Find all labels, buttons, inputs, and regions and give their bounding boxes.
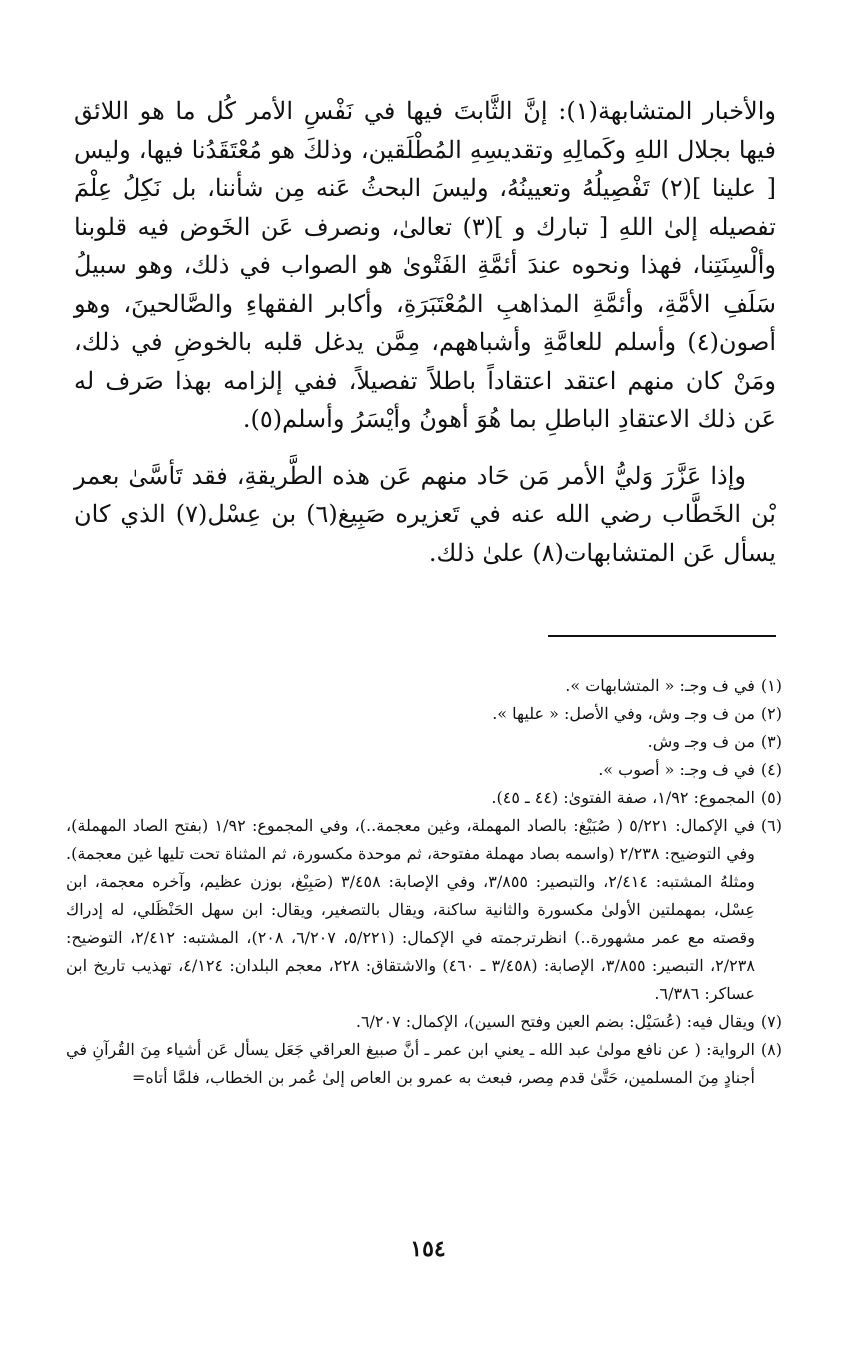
footnote-number: (٤) (760, 760, 782, 779)
page-number: ١٥٤ (410, 1236, 446, 1262)
footnote-text: من ف وجـ وش. (647, 732, 755, 751)
main-text (74, 92, 776, 572)
footnote-number: (٣) (760, 732, 782, 751)
footnote (66, 812, 782, 1008)
footnote-number: (٦) (760, 816, 782, 835)
footnote-text: المجموع: ١/٩٢، صفة الفتوىٰ: (٤٤ ـ ٤٥). (491, 788, 755, 807)
footnote-number: (٧) (760, 1012, 782, 1031)
footnote (66, 672, 782, 700)
footnote (66, 1036, 782, 1092)
footnote (66, 756, 782, 784)
footnote-number: (٨) (760, 1040, 782, 1059)
footnote-divider (548, 635, 776, 637)
footnote-text: في الإكمال: ٥/٢٢١ ( صُبَيْغ: بالصاد المهملة، وغين معجمة..)، وفي المجموع: ١/٩٢ (بفتح الصاد المهملة)، وفي التوضيح: ٢/٢٣٨ (واسمه بصاد مهملة مفتوحة، ثم موحدة مكسورة، ثم المثناة تحت تليها غين معجمة). ومثلهُ المشتبه: ٢/٤١٤، والتبصير: ٣/٨٥٥، وفي الإصابة: ٣/٤٥٨ (صَبِيْغ، بوزن عظيم، وآخره معجمة، ابن عِسْل، بمهملتين الأولىٰ مكسورة والثانية ساكنة، ويقال بالتصغير، ويقال: ابن سهل الحَنْظَلي، له إدراك وقصته مع عمر مشهورة..) انظرترجمته في الإكمال: (٥/٢٢١، ٦/٢٠٧، ٢٠٨)، المشتبه: ٢/٤١٢، التوضيح: ٢/٢٣٨، التبصير: ٣/٨٥٥، الإصابة: (٣/٤٥٨ ـ ٤٦٠) والاشتقاق: ٢٢٨، معجم البلدان: ٤/١٢٤، تهذيب تاريخ ابن عساكر: ٦/٣٨٦. (66, 816, 755, 1003)
footnote (66, 784, 782, 812)
footnote-text: ويقال فيه: (عُسَيْل: بضم العين وفتح السين)، الإكمال: ٦/٢٠٧. (355, 1012, 755, 1031)
footnote-number: (١) (760, 676, 782, 695)
main-paragraph-1: والأخبار المتشابهة(١): إنَّ الثَّابتَ فيها في نَفْسِ الأمر كُل ما هو اللائق فيها بجلال اللهِ وكَمالِهِ وتقديسِهِ المُطْلَقين، وذلكَ هو مُعْتَقَدُنا فيها، وليس [ علينا ](٢) تَفْصِيلُهُ وتعيينُهُ، وليسَ البحثُ عَنه مِن شأننا، بل نَكِلُ عِلْمَ تفصيله إلىٰ اللهِ [ تبارك و ](٣) تعالىٰ، ونصرف عَن الخَوض فيه قلوبنا وألْسِنَتِنا، فهذا ونحوه عندَ أئمَّةِ الفَتْوىٰ هو الصواب في ذلك، وهو سبيلُ سَلَفِ الأمَّةِ، وأئمَّةِ المذاهبِ المُعْتَبَرَةِ، وأكابر الفقهاءِ والصَّالحينَ، وهو أصون(٤) وأسلم للعامَّةِ وأشباههم، مِمَّن يدغل قلبه بالخوضِ في ذلك، ومَنْ كان منهم اعتقد اعتقاداً باطلاً تفصيلاً، ففي إلزامه بهذا صَرف له عَن ذلك الاعتقادِ الباطلِ بما هُوَ أهونُ وأيْسَرُ وأسلم(٥). (74, 97, 776, 433)
footnote (66, 700, 782, 728)
footnote-text: في ف وجـ: « أصوب ». (598, 760, 755, 779)
footnote-number: (٢) (760, 704, 782, 723)
footnotes (66, 672, 782, 1092)
footnote (66, 728, 782, 756)
footnote-text: في ف وجـ: « المتشابهات ». (565, 676, 755, 695)
main-paragraph-2: وإذا عَزَّرَ وَليُّ الأمر مَن حَاد منهم عَن هذه الطَّريقةِ، فقد تَأسَّىٰ بعمر بْن الخَطَّاب رضي الله عنه في تَعزيره صَبِيغ(٦) بن عِسْل(٧) الذي كان يسأل عَن المتشابهات(٨) علىٰ ذلك. (74, 461, 776, 567)
footnote-number: (٥) (760, 788, 782, 807)
footnote (66, 1008, 782, 1036)
footnote-text: من ف وجـ وش، وفي الأصل: « عليها ». (492, 704, 755, 723)
footnote-text: الرواية: ( عن نافع مولىٰ عبد الله ـ يعني ابن عمر ـ أنَّ صبيغ العراقي جَعَل يسأل عَن أشياء مِنَ القُرآنِ في أجنادٍ مِنَ المسلمين، حَتَّىٰ قدم مِصر، فبعث به عمرو بن العاص إلىٰ عُمر بن الخطاب، فلمَّا أتاه= (66, 1040, 755, 1087)
